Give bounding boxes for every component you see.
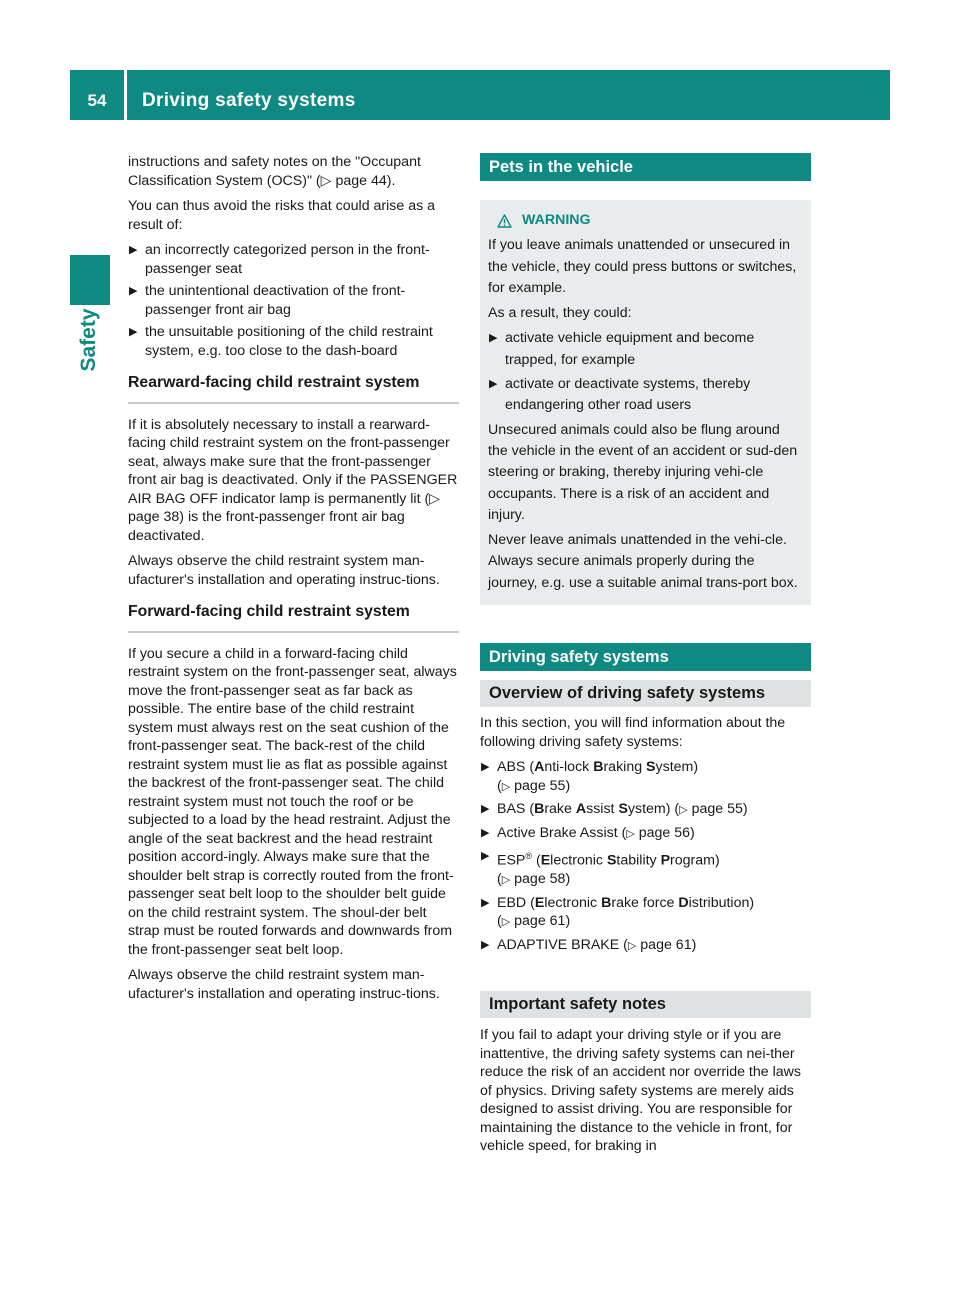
page-reference[interactable]: page 61) xyxy=(640,936,697,953)
forward-paragraph: If you secure a child in a forward-facing child restraint system on the front-passenger seat, always move the front-passenger seat as far back as possible. The entire base of the child restraint system must always rest on the seat cushion of the front-passenger seat. The back-rest of the child restraint system must lie as flat as possible against the backrest of the front-passenger seat. The child restraint system must not touch the roof or be subjected to a load by the head restraint. Adjust the angle of the seat backrest and the head restraint position accord-ingly. Always make sure that the shoulder belt strap is correctly routed from the front-passenger seat belt loop to the shoulder belt guide on the child restraint system. The shoul-der belt strap must be routed forwards and downwards from the front-passenger seat belt loop. xyxy=(128,645,457,958)
overview-heading: Overview of driving safety systems xyxy=(480,680,811,707)
page-ref-arrow-icon: ▷ xyxy=(501,874,511,887)
bullet-icon: ▶ xyxy=(129,285,138,297)
side-section-label: Safety xyxy=(77,308,100,372)
left-column xyxy=(128,153,459,1010)
header-divider xyxy=(124,70,127,120)
right-column xyxy=(480,153,811,1163)
bullet-icon: ▶ xyxy=(129,326,138,338)
list-item: ▶ the unsuitable positioning of the child restraint system, e.g. too close to the dash-board xyxy=(129,324,433,359)
warning-box xyxy=(480,200,811,605)
warning-paragraph-2: As a result, they could: xyxy=(488,305,632,322)
bullet-icon: ▶ xyxy=(481,850,490,863)
warning-triangle-icon xyxy=(497,214,512,228)
bullet-icon: ▶ xyxy=(481,803,490,816)
warning-label: WARNING xyxy=(522,212,591,228)
list-item: ▶ BAS (Brake Assist System) (▷ page 55) xyxy=(481,801,748,818)
page-reference[interactable]: page 56) xyxy=(638,824,695,841)
list-item: ▶ EBD (Electronic Brake force Distribution) (▷ page 61) xyxy=(481,894,755,930)
page-number: 54 xyxy=(87,91,107,110)
warning-paragraph: If you leave animals unattended or unsecured in the vehicle, they could press buttons or switches, for example. xyxy=(488,237,797,296)
bullet-icon: ▶ xyxy=(481,938,490,951)
bullet-icon: ▶ xyxy=(489,378,498,391)
warning-paragraph-3: Unsecured animals could also be flung around the vehicle in the event of an accident or sud-den steering or braking, thereby injuring vehi-cle occupants. There is a risk of an accident and injury. xyxy=(488,421,798,523)
forward-paragraph-2: Always observe the child restraint system man-ufacturer's installation and operating instruc-tions. xyxy=(128,967,440,1002)
warning-paragraph-4: Never leave animals unattended in the vehi-cle. Always secure animals properly during the journey, e.g. use a suitable animal trans-port box. xyxy=(488,532,798,591)
intro-paragraph: instructions and safety notes on the "Occupant Classification System (OCS)" (▷ page 44). xyxy=(128,154,421,189)
header-title: Driving safety systems xyxy=(142,90,356,111)
pets-heading: Pets in the vehicle xyxy=(480,153,811,181)
important-notes-heading: Important safety notes xyxy=(480,991,811,1018)
page-reference[interactable]: page 55) xyxy=(514,777,571,794)
list-item: ▶ the unintentional deactivation of the front-passenger front air bag xyxy=(129,283,406,318)
page-reference[interactable]: page 61) xyxy=(514,913,571,930)
side-tab xyxy=(70,255,110,305)
list-item: ▶ activate vehicle equipment and become trapped, for example xyxy=(489,330,755,368)
driving-safety-heading: Driving safety systems xyxy=(480,643,811,671)
intro-paragraph-2: You can thus avoid the risks that could arise as a result of: xyxy=(128,198,436,233)
page-ref-arrow-icon: ▷ xyxy=(627,939,637,952)
bullet-icon: ▶ xyxy=(489,332,498,345)
bullet-icon: ▶ xyxy=(481,761,490,774)
page-ref-arrow-icon: ▷ xyxy=(501,780,511,793)
page-ref-arrow-icon: ▷ xyxy=(679,804,688,817)
overview-intro: In this section, you will find information about the following driving safety systems: xyxy=(480,715,786,750)
rearward-paragraph-2: Always observe the child restraint system man-ufacturer's installation and operating instruc-tions. xyxy=(128,553,440,588)
rearward-heading: Rearward-facing child restraint system xyxy=(128,374,459,404)
page-reference[interactable]: page 55) xyxy=(691,801,748,818)
list-item: ▶ ADAPTIVE BRAKE (▷ page 61) xyxy=(481,936,697,953)
bullet-icon: ▶ xyxy=(481,896,490,909)
list-item: ▶ an incorrectly categorized person in the front-passenger seat xyxy=(129,242,430,277)
rearward-paragraph: If it is absolutely necessary to install a rearward-facing child restraint system on the front-passenger seat, always make sure that the front-passenger front air bag is deactivated. Only if the PASSENGER AIR BAG OFF indicator lamp is permanently lit (▷ page 38) is the front-passenger front air bag deactivated. xyxy=(128,416,458,544)
page-reference[interactable]: page 58) xyxy=(514,871,571,888)
warning-header xyxy=(488,210,803,231)
list-item: ▶ ABS (Anti-lock Braking System) (▷ page 55) xyxy=(481,759,699,794)
bullet-icon: ▶ xyxy=(129,244,138,256)
important-notes-paragraph: If you fail to adapt your driving style or if you are inattentive, the driving safety systems can nei-ther reduce the risk of an accident nor override the laws of physics. Driving safety systems are merely aids designed to assist driving. You are responsible for maintaining the distance to the vehicle in front, for vehicle speed, for braking in xyxy=(480,1027,801,1155)
page-ref-arrow-icon: ▷ xyxy=(501,916,511,929)
bullet-icon: ▶ xyxy=(481,826,490,839)
forward-heading: Forward-facing child restraint system xyxy=(128,603,459,633)
list-item: ▶ Active Brake Assist (▷ page 56) xyxy=(481,824,695,841)
list-item: ▶ ESP® (Electronic Stability Program) (▷ page 58) xyxy=(480,847,811,890)
page-ref-arrow-icon: ▷ xyxy=(626,827,635,840)
list-item: ▶ activate or deactivate systems, thereby endangering other road users xyxy=(489,376,751,414)
